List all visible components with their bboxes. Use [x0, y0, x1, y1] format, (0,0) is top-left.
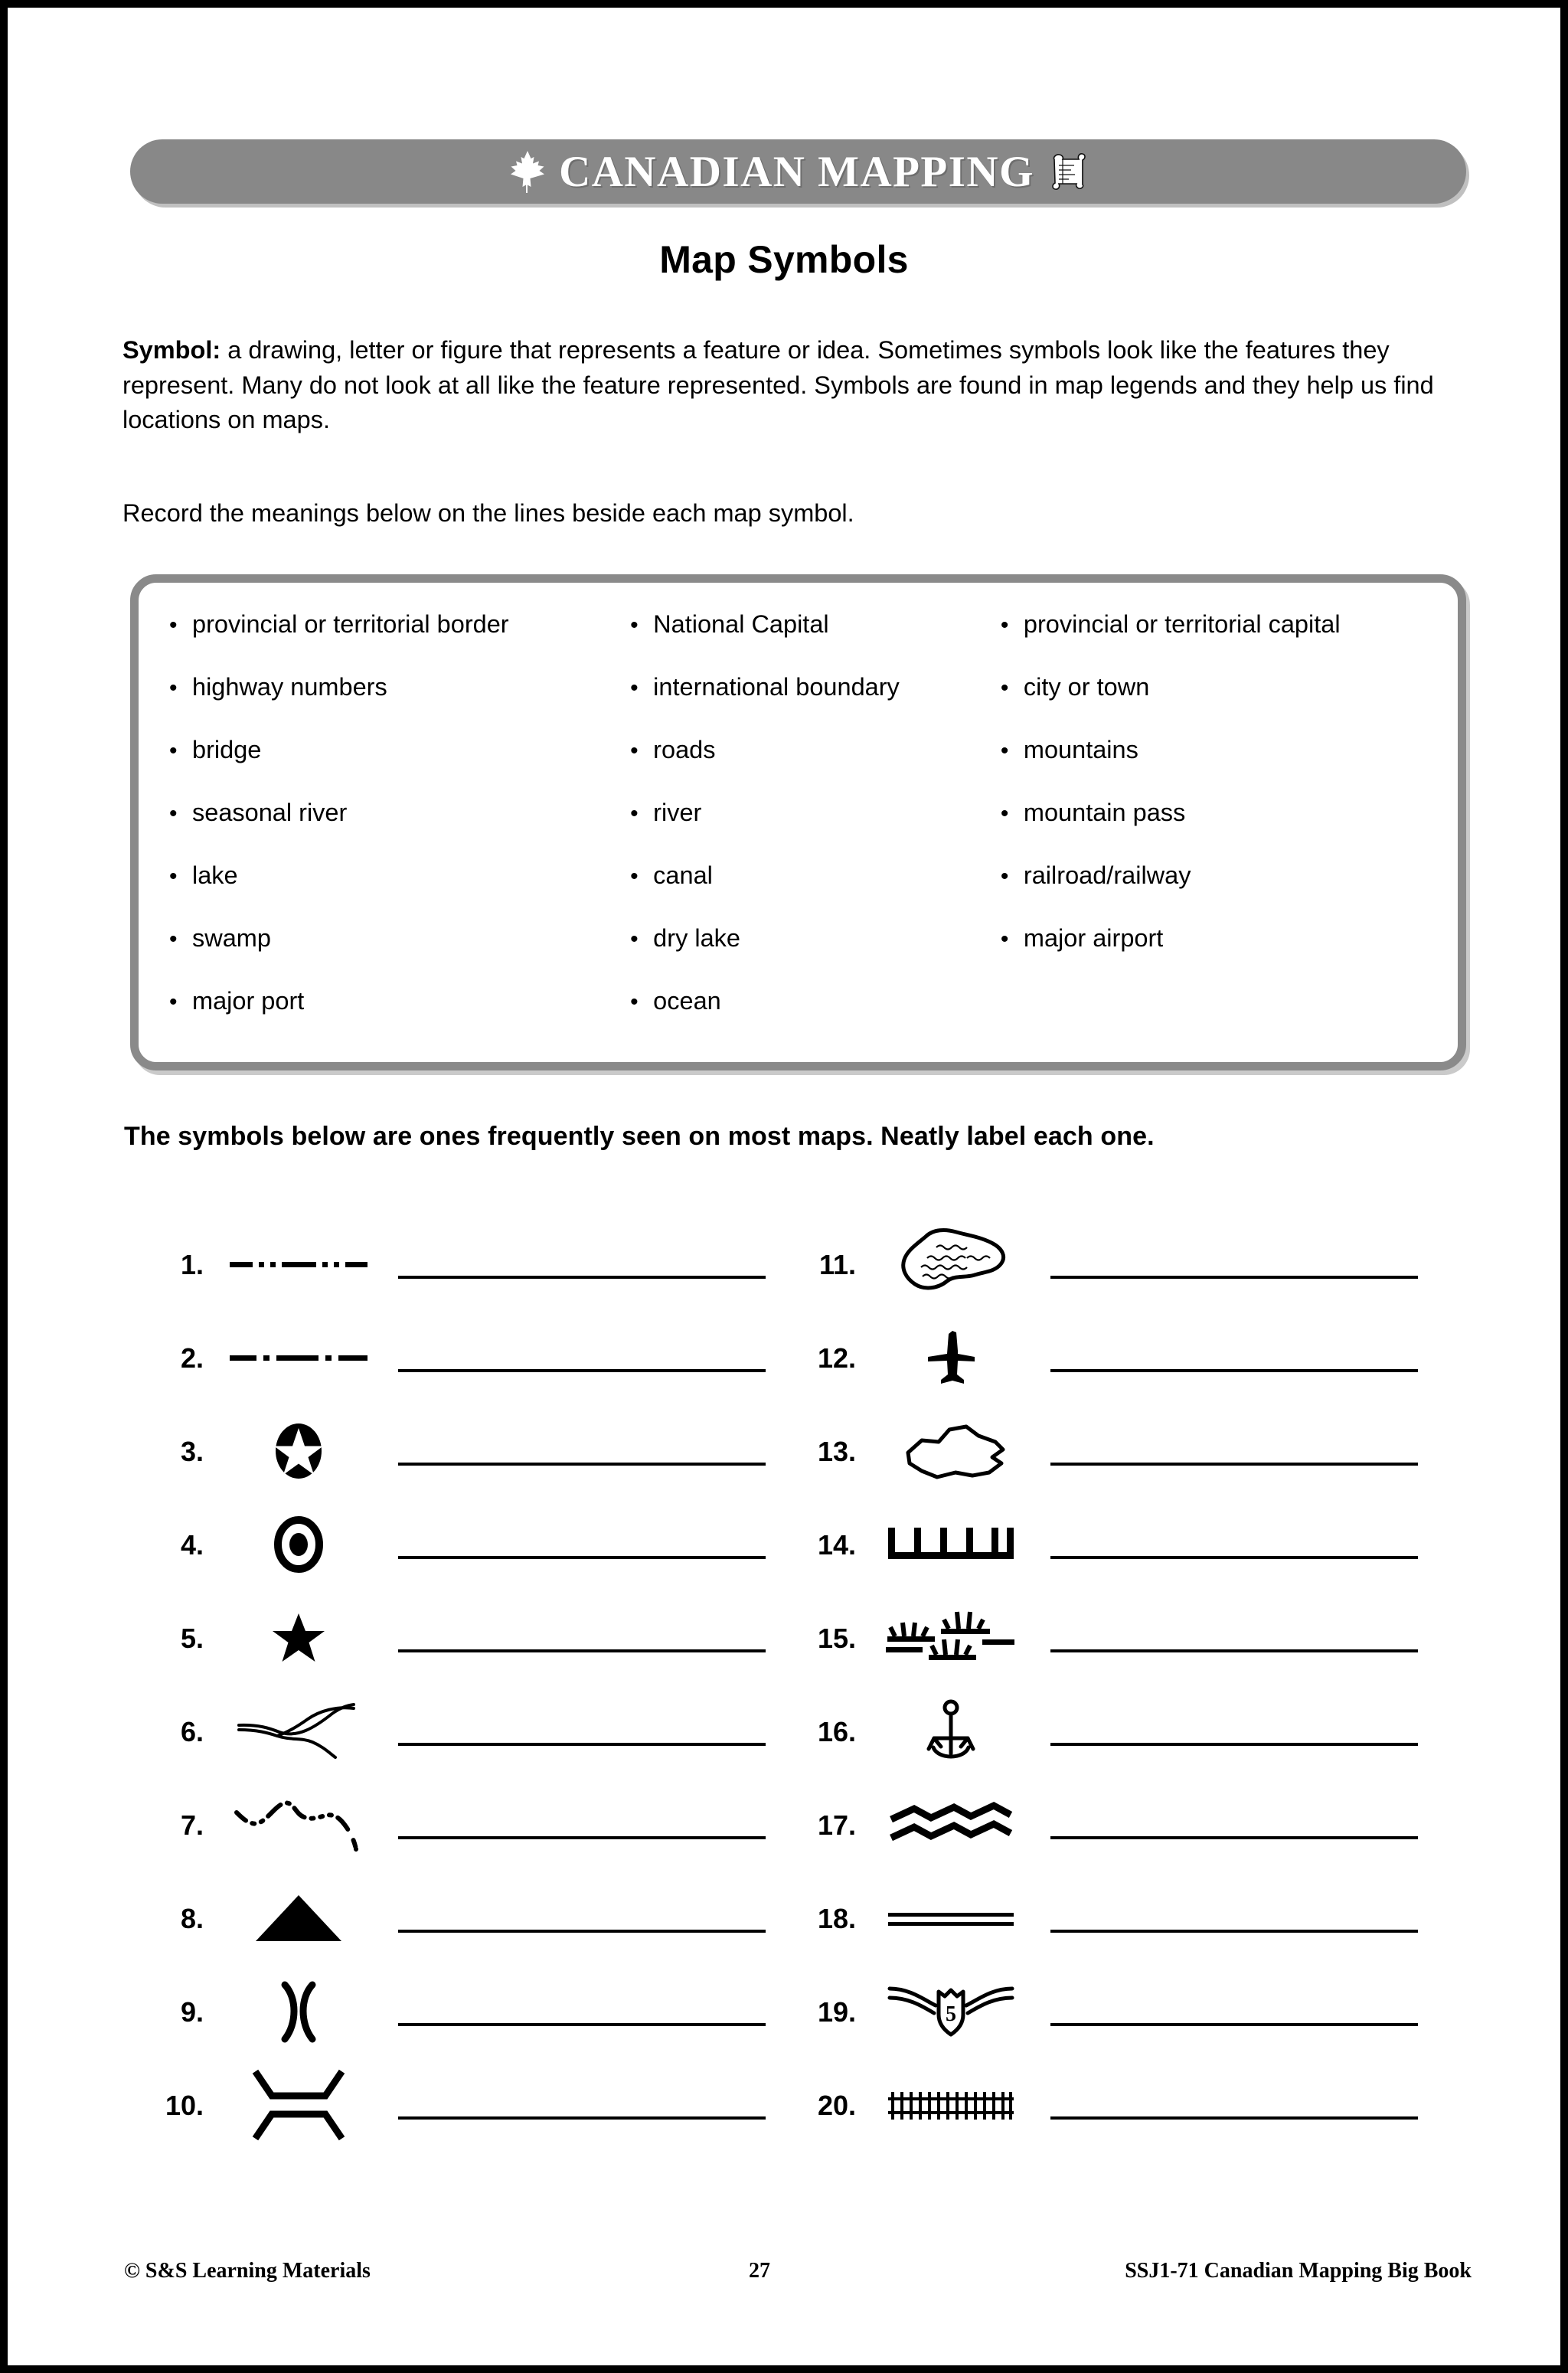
answer-line[interactable]	[398, 1369, 766, 1372]
exercise-row	[130, 1218, 789, 1311]
railroad-track-icon	[867, 2058, 1035, 2152]
bullet-icon: •	[1000, 927, 1009, 952]
answer-line[interactable]	[1050, 1369, 1418, 1372]
item-number: 19.	[817, 1996, 856, 2028]
word-bank-item	[169, 987, 622, 1050]
item-number: 8.	[180, 1903, 204, 1934]
bullet-icon: •	[169, 613, 178, 638]
word-bank-item	[1001, 799, 1458, 861]
bullet-icon: •	[169, 927, 178, 952]
exercise-row	[130, 1591, 789, 1685]
header-banner	[130, 139, 1466, 204]
exercise-row	[782, 1871, 1441, 1965]
item-number: 1.	[180, 1249, 204, 1280]
item-number: 5.	[180, 1623, 204, 1654]
footer-page-number: 27	[749, 2259, 770, 2283]
word-bank-label: railroad/railway	[1023, 861, 1191, 889]
bullet-icon: •	[169, 801, 178, 826]
word-bank-label: highway numbers	[192, 673, 387, 701]
word-bank-label: provincial or territorial capital	[1023, 610, 1341, 638]
intro-paragraph	[122, 333, 1470, 438]
item-number: 10.	[165, 2090, 204, 2121]
symbol-term: Symbol:	[122, 336, 221, 364]
word-bank-label: city or town	[1023, 673, 1150, 701]
page-title: Map Symbols	[659, 238, 909, 281]
bullet-icon: •	[1000, 801, 1009, 826]
exercise-row	[782, 1778, 1441, 1871]
bullet-icon: •	[1000, 675, 1009, 701]
item-number: 9.	[180, 1996, 204, 2028]
word-bank-item	[630, 861, 993, 924]
exercise-row	[130, 2058, 789, 2152]
word-bank-item	[169, 736, 622, 799]
word-bank-item	[1001, 673, 1458, 736]
item-number: 13.	[817, 1436, 856, 1467]
exercise-row	[782, 1218, 1441, 1311]
item-number: 2.	[180, 1342, 204, 1374]
item-number: 17.	[817, 1809, 856, 1841]
answer-line[interactable]	[1050, 1556, 1418, 1559]
bullet-icon: •	[630, 927, 639, 952]
word-bank-label: mountain pass	[1023, 799, 1186, 826]
answer-line[interactable]	[398, 2023, 766, 2026]
answer-line[interactable]	[398, 1649, 766, 1652]
answer-line[interactable]	[1050, 1930, 1418, 1933]
seasonal-river-icon	[214, 1778, 383, 1871]
swamp-marsh-icon	[867, 1591, 1035, 1685]
maple-leaf-icon	[510, 150, 545, 193]
symbol-column-left	[130, 1218, 789, 2152]
bullet-icon: •	[169, 675, 178, 701]
word-bank-columns	[139, 610, 1458, 1050]
bullet-icon: •	[169, 864, 178, 889]
word-bank-label: major port	[192, 987, 305, 1015]
star-in-circle-icon	[214, 1404, 383, 1498]
river-icon	[214, 1685, 383, 1778]
item-number: 12.	[817, 1342, 856, 1374]
exercise-row	[130, 1871, 789, 1965]
ocean-waves-icon	[867, 1778, 1035, 1871]
item-number: 7.	[180, 1809, 204, 1841]
word-bank-label: roads	[653, 736, 716, 763]
exercise-row	[782, 1311, 1441, 1404]
symbol-definition: a drawing, letter or figure that represents a feature or idea. Sometimes symbols look like the features they represent. Many do not look at all like the feature represented. Symbols are found in map legends and they help us find locations on maps.	[122, 336, 1434, 433]
anchor-icon	[867, 1685, 1035, 1778]
bullet-icon: •	[630, 675, 639, 701]
word-bank-label: lake	[192, 861, 238, 889]
exercise-row	[782, 1965, 1441, 2058]
word-bank-label: National Capital	[653, 610, 829, 638]
word-bank-label: seasonal river	[192, 799, 348, 826]
item-number: 20.	[817, 2090, 856, 2121]
exercise-row	[130, 1685, 789, 1778]
exercise-row	[130, 1498, 789, 1591]
answer-line[interactable]	[1050, 1836, 1418, 1839]
bullet-icon: •	[630, 738, 639, 763]
word-bank-item	[169, 610, 622, 673]
dash-dot-dot-line-icon	[214, 1218, 383, 1311]
word-bank-item	[630, 799, 993, 861]
answer-line[interactable]	[1050, 1463, 1418, 1466]
word-bank-box	[130, 574, 1466, 1070]
dry-lake-outline-icon	[867, 1404, 1035, 1498]
word-bank-label: international boundary	[653, 673, 900, 701]
word-bank-label: mountains	[1023, 736, 1138, 763]
filled-star-icon	[214, 1591, 383, 1685]
mountain-triangle-icon	[214, 1871, 383, 1965]
answer-line[interactable]	[398, 1930, 766, 1933]
word-bank-label: bridge	[192, 736, 262, 763]
exercise-row	[782, 1404, 1441, 1498]
word-bank-item	[1001, 861, 1458, 924]
page-inner	[8, 8, 1560, 2365]
item-number: 6.	[180, 1716, 204, 1747]
item-number: 16.	[817, 1716, 856, 1747]
word-bank-column-2	[622, 610, 993, 1050]
answer-line[interactable]	[398, 1743, 766, 1746]
word-bank-item	[1001, 924, 1458, 987]
canal-ticks-icon	[867, 1498, 1035, 1591]
item-number: 15.	[817, 1623, 856, 1654]
bullet-icon: •	[1000, 864, 1009, 889]
exercise-row	[130, 1311, 789, 1404]
bridge-icon	[214, 2058, 383, 2152]
exercise-row	[782, 1498, 1441, 1591]
bullet-icon: •	[630, 864, 639, 889]
highway-shield-icon	[867, 1965, 1035, 2058]
record-instruction: Record the meanings below on the lines beside each map symbol.	[122, 499, 854, 527]
word-bank-label: dry lake	[653, 924, 740, 952]
word-bank-label: major airport	[1023, 924, 1164, 952]
mountain-pass-icon	[214, 1965, 383, 2058]
exercise-row	[130, 1965, 789, 2058]
word-bank-label: ocean	[653, 987, 721, 1015]
item-number: 4.	[180, 1529, 204, 1561]
word-bank-label: river	[653, 799, 702, 826]
answer-line[interactable]	[1050, 1649, 1418, 1652]
word-bank-item	[169, 861, 622, 924]
map-scroll-icon	[1048, 149, 1086, 194]
bullet-icon: •	[1000, 613, 1009, 638]
item-number: 11.	[818, 1249, 856, 1280]
double-line-road-icon	[867, 1871, 1035, 1965]
answer-line[interactable]	[1050, 2023, 1418, 2026]
word-bank-item	[630, 673, 993, 736]
page-footer	[124, 2259, 1472, 2283]
bullet-icon: •	[630, 613, 639, 638]
exercise-row	[782, 1591, 1441, 1685]
bullseye-dot-icon	[214, 1498, 383, 1591]
word-bank-item	[1001, 610, 1458, 673]
exercise-row	[130, 1778, 789, 1871]
exercise-row	[782, 2058, 1441, 2152]
item-number: 3.	[180, 1436, 204, 1467]
bullet-icon: •	[1000, 738, 1009, 763]
word-bank-item	[169, 673, 622, 736]
dash-dot-line-icon	[214, 1311, 383, 1404]
footer-copyright: © S&S Learning Materials	[124, 2259, 371, 2283]
airplane-icon	[867, 1311, 1035, 1404]
word-bank-item	[1001, 736, 1458, 799]
word-bank-item	[630, 610, 993, 673]
word-bank-item	[630, 736, 993, 799]
word-bank-column-1	[139, 610, 622, 1050]
footer-book-title: SSJ1-71 Canadian Mapping Big Book	[1125, 2259, 1472, 2283]
word-bank-item	[630, 987, 993, 1050]
answer-line[interactable]	[398, 1276, 766, 1279]
bullet-icon: •	[630, 801, 639, 826]
answer-line[interactable]	[398, 1463, 766, 1466]
answer-line[interactable]	[398, 2116, 766, 2120]
exercise-row	[130, 1404, 789, 1498]
answer-line[interactable]	[1050, 2116, 1418, 2120]
exercise-row	[782, 1685, 1441, 1778]
word-bank-item	[630, 924, 993, 987]
lake-water-icon	[867, 1218, 1035, 1311]
bullet-icon: •	[630, 989, 639, 1015]
word-bank-item	[169, 924, 622, 987]
highway-shield-number: 5	[946, 2002, 956, 2026]
answer-line[interactable]	[1050, 1743, 1418, 1746]
banner-title: CANADIAN MAPPING	[559, 147, 1034, 196]
word-bank-label: provincial or territorial border	[192, 610, 509, 638]
bullet-icon: •	[169, 738, 178, 763]
word-bank-label: canal	[653, 861, 713, 889]
answer-line[interactable]	[398, 1836, 766, 1839]
item-number: 14.	[817, 1529, 856, 1561]
answer-line[interactable]	[1050, 1276, 1418, 1279]
answer-line[interactable]	[398, 1556, 766, 1559]
item-number: 18.	[817, 1903, 856, 1934]
symbol-column-right	[782, 1218, 1441, 2152]
bullet-icon: •	[169, 989, 178, 1015]
word-bank-label: swamp	[192, 924, 271, 952]
word-bank-item	[169, 799, 622, 861]
word-bank-column-3	[993, 610, 1458, 1050]
exercise-instruction: The symbols below are ones frequently seen on most maps. Neatly label each one.	[124, 1122, 1155, 1151]
